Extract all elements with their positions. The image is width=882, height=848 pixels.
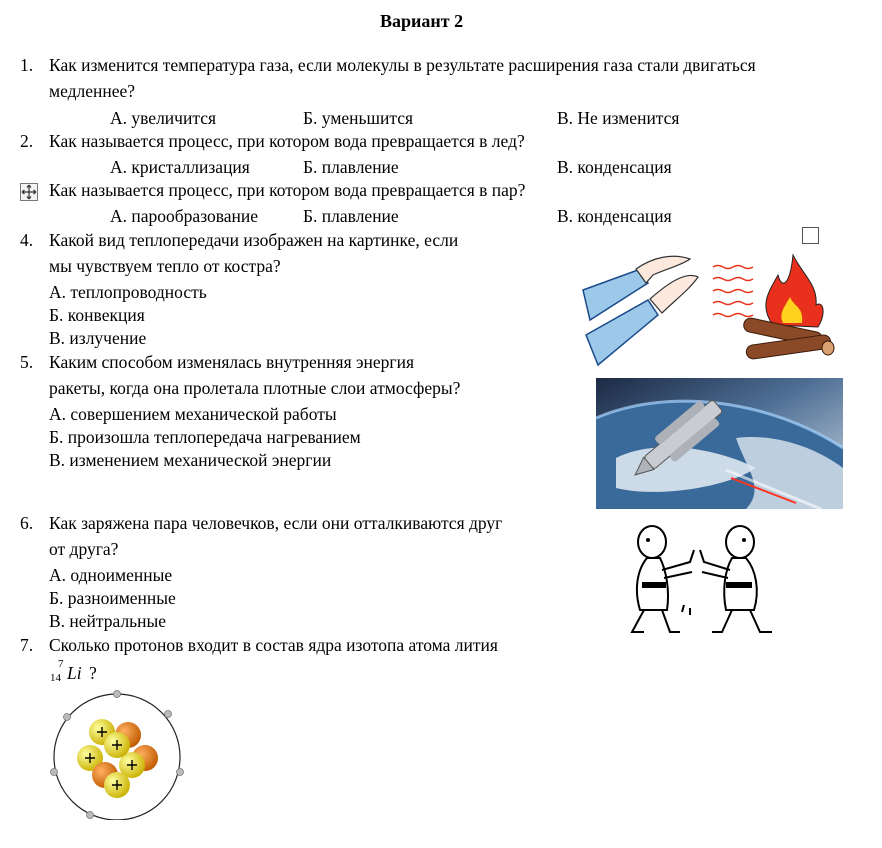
q4-text-line1: Какой вид теплопередачи изображен на картинке, если xyxy=(49,230,459,250)
q7-number: 7. xyxy=(20,635,34,655)
q6-answer-c: В. нейтральные xyxy=(49,611,167,631)
checkbox[interactable] xyxy=(802,227,819,244)
q5-number: 5. xyxy=(20,352,34,372)
q6-text-line2: от друга? xyxy=(49,539,119,559)
q1-answer-c: В. Не изменится xyxy=(557,108,680,128)
move-arrows-icon xyxy=(21,184,37,200)
q3-text: Как называется процесс, при котором вода превращается в пар? xyxy=(49,180,526,200)
q6-answer-a: А. одноименные xyxy=(49,565,173,585)
repelling-men-image xyxy=(622,520,777,640)
hands-fire-image xyxy=(578,245,838,370)
q1-text-line2: медленнее? xyxy=(49,81,136,101)
q5-answer-c: В. изменением механической энергии xyxy=(49,450,332,470)
q5-text-line2: ракеты, когда она пролетала плотные слои атмосферы? xyxy=(49,378,461,398)
q7-element-symbol: Li xyxy=(67,663,82,683)
q1-answer-a: А. увеличится xyxy=(110,108,217,128)
q3-answer-c: В. конденсация xyxy=(557,206,672,226)
q7-question-mark: ? xyxy=(89,663,97,683)
table-move-handle[interactable] xyxy=(20,183,38,201)
q4-text-line2: мы чувствуем тепло от костра? xyxy=(49,256,281,276)
q7-text: Сколько протонов входит в состав ядра изотопа атома лития xyxy=(49,635,498,655)
q1-text-line1: Как изменится температура газа, если молекулы в результате расширения газа стали двигаться xyxy=(49,55,756,75)
q2-answer-a: А. кристаллизация xyxy=(110,157,250,177)
q1-answer-b: Б. уменьшится xyxy=(303,108,414,128)
q6-text-line1: Как заряжена пара человечков, если они отталкиваются друг xyxy=(49,513,503,533)
q5-answer-a: А. совершением механической работы xyxy=(49,404,337,424)
q7-atomic-number: 14 xyxy=(50,672,61,684)
q4-answer-c: В. излучение xyxy=(49,328,147,348)
q4-answer-a: А. теплопроводность xyxy=(49,282,207,302)
q5-answer-b: Б. произошла теплопередача нагреванием xyxy=(49,427,361,447)
q7-mass-number: 7 xyxy=(58,658,64,670)
q3-answer-a: А. парообразование xyxy=(110,206,259,226)
q2-answer-b: Б. плавление xyxy=(303,157,399,177)
q6-number: 6. xyxy=(20,513,34,533)
q2-number: 2. xyxy=(20,131,34,151)
q2-answer-c: В. конденсация xyxy=(557,157,672,177)
rocket-earth-image xyxy=(596,378,843,509)
q5-text-line1: Каким способом изменялась внутренняя энергия xyxy=(49,352,414,372)
page-title: Вариант 2 xyxy=(380,11,464,31)
q2-text: Как называется процесс, при котором вода превращается в лед? xyxy=(49,131,525,151)
q4-answer-b: Б. конвекция xyxy=(49,305,145,325)
q3-answer-b: Б. плавление xyxy=(303,206,399,226)
q6-answer-b: Б. разноименные xyxy=(49,588,176,608)
q1-number: 1. xyxy=(20,55,34,75)
lithium-atom-image xyxy=(50,690,185,820)
q4-number: 4. xyxy=(20,230,34,250)
